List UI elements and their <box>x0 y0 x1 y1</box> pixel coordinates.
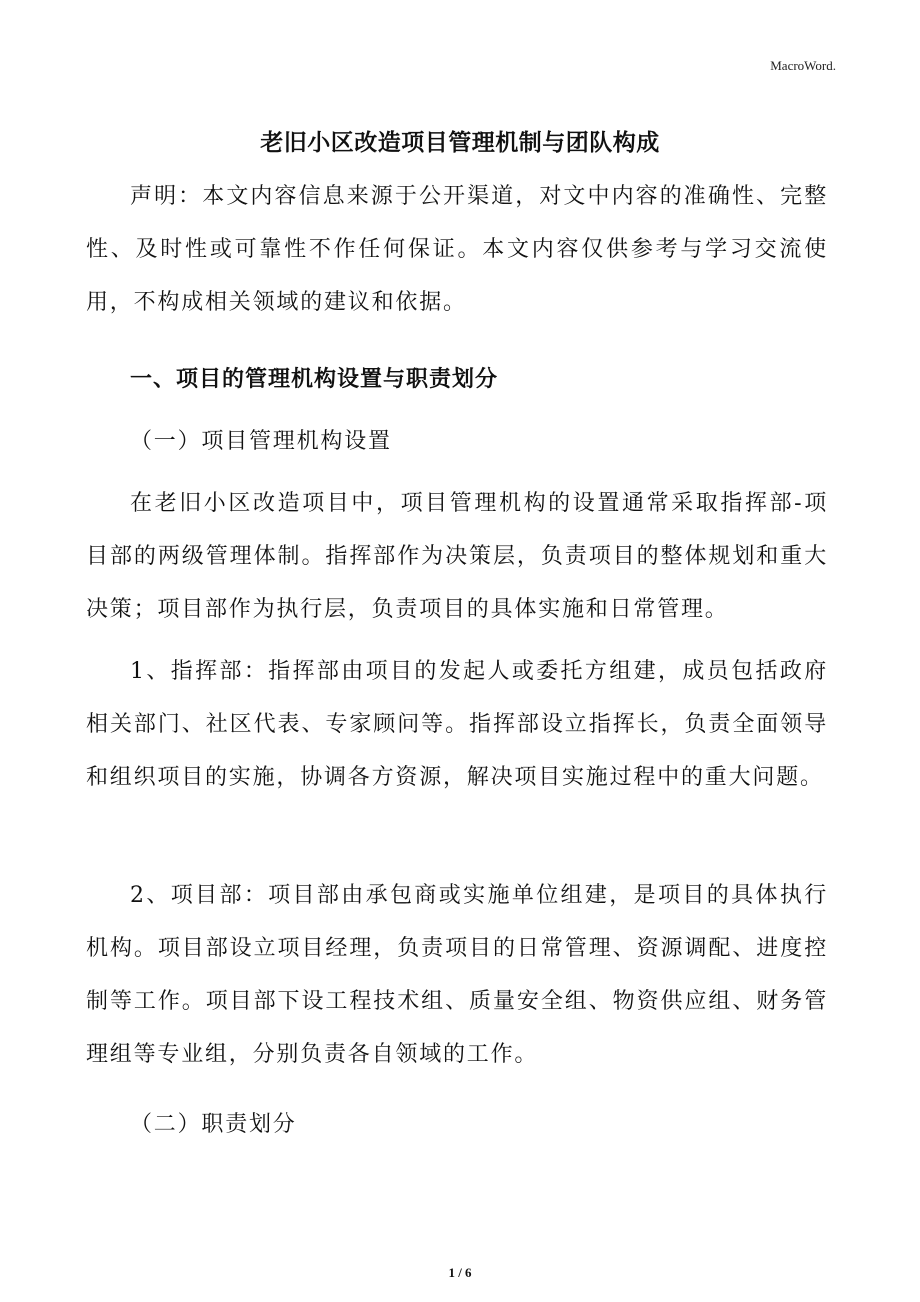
paragraph-project-department: 2、项目部：项目部由承包商或实施单位组建，是项目的具体执行机构。项目部设立项目经理，负责项目的日常管理、资源调配、进度控制等工作。项目部下设工程技术组、质量安全组、物资供应组、财务管理组等专业组，分别负责各自领域的工作。 <box>86 883 828 1067</box>
paragraph-headquarters: 1、指挥部：指挥部由项目的发起人或委托方组建，成员包括政府相关部门、社区代表、专家顾问等。指挥部设立指挥长，负责全面领导和组织项目的实施，协调各方资源，解决项目实施过程中的重大问题。 <box>86 659 828 790</box>
subsection-heading-1: （一）项目管理机构设置 <box>130 429 392 454</box>
subsection-heading-2: （二）职责划分 <box>130 1112 297 1137</box>
header-brand: MacroWord. <box>770 58 836 73</box>
page-number: 1 / 6 <box>448 1265 472 1280</box>
paragraph-management-structure: 在老旧小区改造项目中，项目管理机构的设置通常采取指挥部-项目部的两级管理体制。指挥部作为决策层，负责项目的整体规划和重大决策；项目部作为执行层，负责项目的具体实施和日常管理。 <box>86 491 828 622</box>
section-heading-1: 一、项目的管理机构设置与职责划分 <box>130 367 499 392</box>
document-title: 老旧小区改造项目管理机制与团队构成 <box>260 130 660 156</box>
disclaimer-paragraph: 声明：本文内容信息来源于公开渠道，对文中内容的准确性、完整性、及时性或可靠性不作任何保证。本文内容仅供参考与学习交流使用，不构成相关领域的建议和依据。 <box>86 184 828 315</box>
